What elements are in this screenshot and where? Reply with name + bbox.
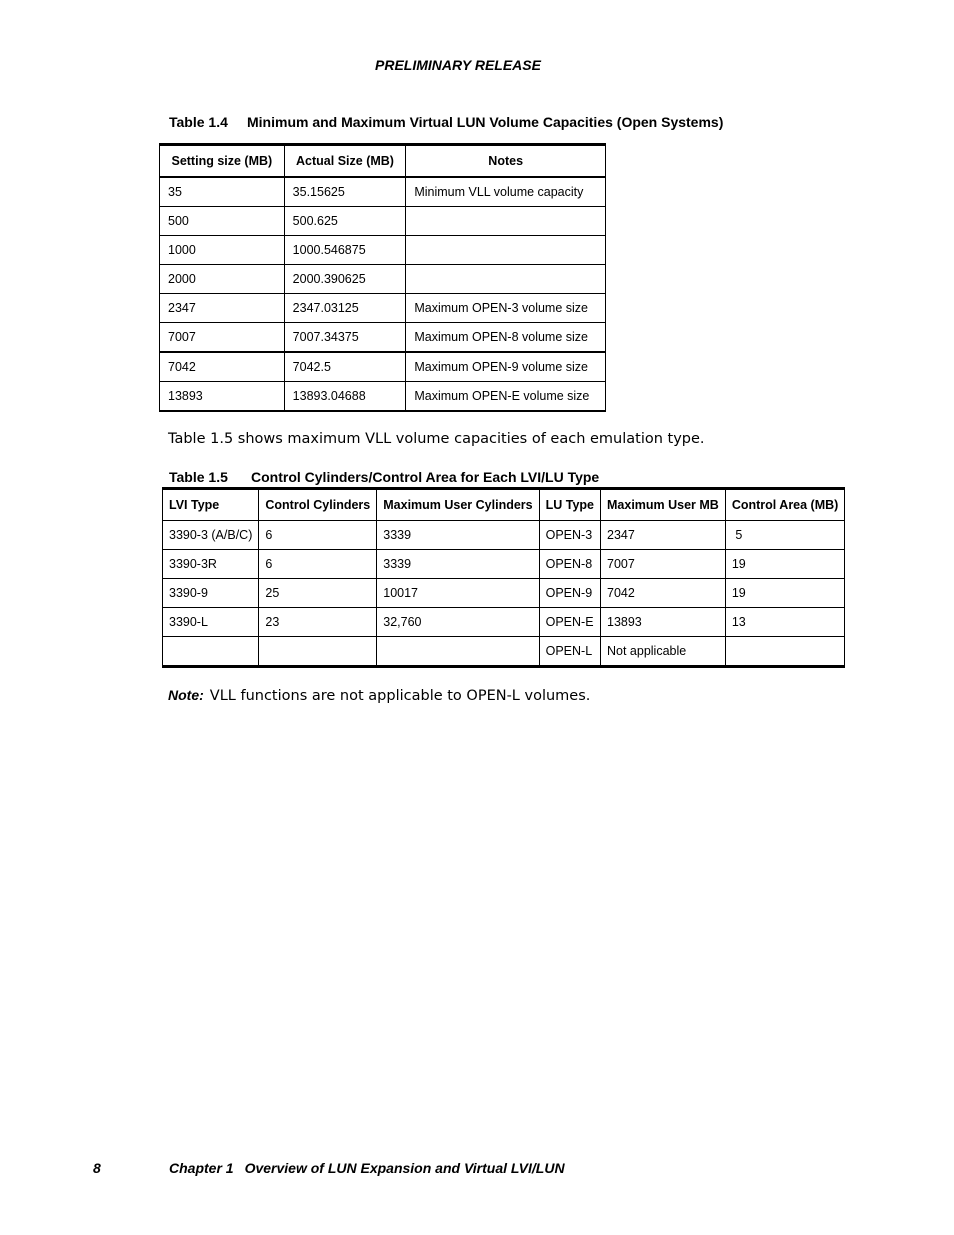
table-header-row [163,489,845,521]
table-cell: OPEN-L [539,637,600,667]
note-text: VLL functions are not applicable to OPEN-L volumes. [209,688,591,704]
table-row [160,294,606,323]
note [168,687,590,704]
table-cell: 25 [259,579,377,608]
table-cell: 32,760 [377,608,539,637]
table-1-5-title: Control Cylinders/Control Area for Each LVI/LU Type [251,469,600,485]
body-paragraph: Table 1.5 shows maximum VLL volume capacities of each emulation type. [168,431,705,447]
table-cell: 35 [160,177,285,207]
table-cell: 3390-9 [163,579,259,608]
table-cell: 500.625 [284,207,406,236]
table-row [160,177,606,207]
table-row [163,550,845,579]
table-cell: 7007 [160,323,285,353]
table-1-5-number: Table 1.5 [169,469,228,485]
table-cell: 7007.34375 [284,323,406,353]
table-cell: OPEN-3 [539,521,600,550]
table-cell: 6 [259,521,377,550]
table-cell: Not applicable [601,637,726,667]
table-cell: OPEN-E [539,608,600,637]
table-cell: 500 [160,207,285,236]
footer-chapter-label: Chapter 1 [169,1160,234,1176]
table-cell [377,637,539,667]
table-cell: 5 [725,521,844,550]
table-row [160,323,606,353]
table-cell: 3390-L [163,608,259,637]
table-cell: 10017 [377,579,539,608]
column-header: Actual Size (MB) [284,145,406,178]
table-row [160,236,606,265]
table-cell [725,637,844,667]
table-row [163,608,845,637]
table-row [160,352,606,382]
table-cell: OPEN-8 [539,550,600,579]
table-cell: Minimum VLL volume capacity [406,177,606,207]
table-cell: 23 [259,608,377,637]
table-cell: Maximum OPEN-E volume size [406,382,606,412]
table-cell: Maximum OPEN-3 volume size [406,294,606,323]
table-cell: Maximum OPEN-9 volume size [406,352,606,382]
table-cell: 2000.390625 [284,265,406,294]
table-cell: 7007 [601,550,726,579]
column-header: Control Cylinders [259,489,377,521]
table-cell: 6 [259,550,377,579]
table-cell: 13893 [160,382,285,412]
table-cell: 7042.5 [284,352,406,382]
table-cell: 7042 [601,579,726,608]
footer-chapter [169,1160,565,1176]
table-cell: OPEN-9 [539,579,600,608]
table-1-4-number: Table 1.4 [169,114,228,130]
table-1-4 [159,143,606,412]
table-cell: 13893 [601,608,726,637]
table-cell: 1000 [160,236,285,265]
table-cell: 13 [725,608,844,637]
footer-chapter-title: Overview of LUN Expansion and Virtual LVI/LUN [244,1160,565,1176]
table-1-4-caption [169,114,723,130]
table-cell: 2347 [601,521,726,550]
table-cell: 3339 [377,521,539,550]
table-cell: 2000 [160,265,285,294]
footer-page-number: 8 [93,1160,101,1176]
note-label: Note: [168,687,204,703]
column-header: Control Area (MB) [725,489,844,521]
table-1-5 [162,487,845,668]
table-cell: Maximum OPEN-8 volume size [406,323,606,353]
table-cell: 7042 [160,352,285,382]
table-row [163,637,845,667]
page-header: PRELIMINARY RELEASE [375,57,541,73]
table-cell [406,265,606,294]
column-header: Maximum User Cylinders [377,489,539,521]
table-cell: 35.15625 [284,177,406,207]
column-header: Maximum User MB [601,489,726,521]
column-header: LU Type [539,489,600,521]
table-cell: 3390-3R [163,550,259,579]
table-header-row [160,145,606,178]
table-cell: 3390-3 (A/B/C) [163,521,259,550]
table-cell: 1000.546875 [284,236,406,265]
column-header: Notes [406,145,606,178]
table-cell: 2347 [160,294,285,323]
table-1-4-title: Minimum and Maximum Virtual LUN Volume Capacities (Open Systems) [247,114,724,130]
table-row [160,265,606,294]
table-cell: 19 [725,579,844,608]
table-cell [406,207,606,236]
table-row [163,521,845,550]
column-header: Setting size (MB) [160,145,285,178]
table-row [163,579,845,608]
table-1-5-caption [169,469,599,485]
table-cell: 2347.03125 [284,294,406,323]
table-cell [259,637,377,667]
table-cell: 3339 [377,550,539,579]
table-cell [163,637,259,667]
table-cell: 13893.04688 [284,382,406,412]
table-row [160,207,606,236]
table-row [160,382,606,412]
column-header: LVI Type [163,489,259,521]
table-cell [406,236,606,265]
table-cell: 19 [725,550,844,579]
